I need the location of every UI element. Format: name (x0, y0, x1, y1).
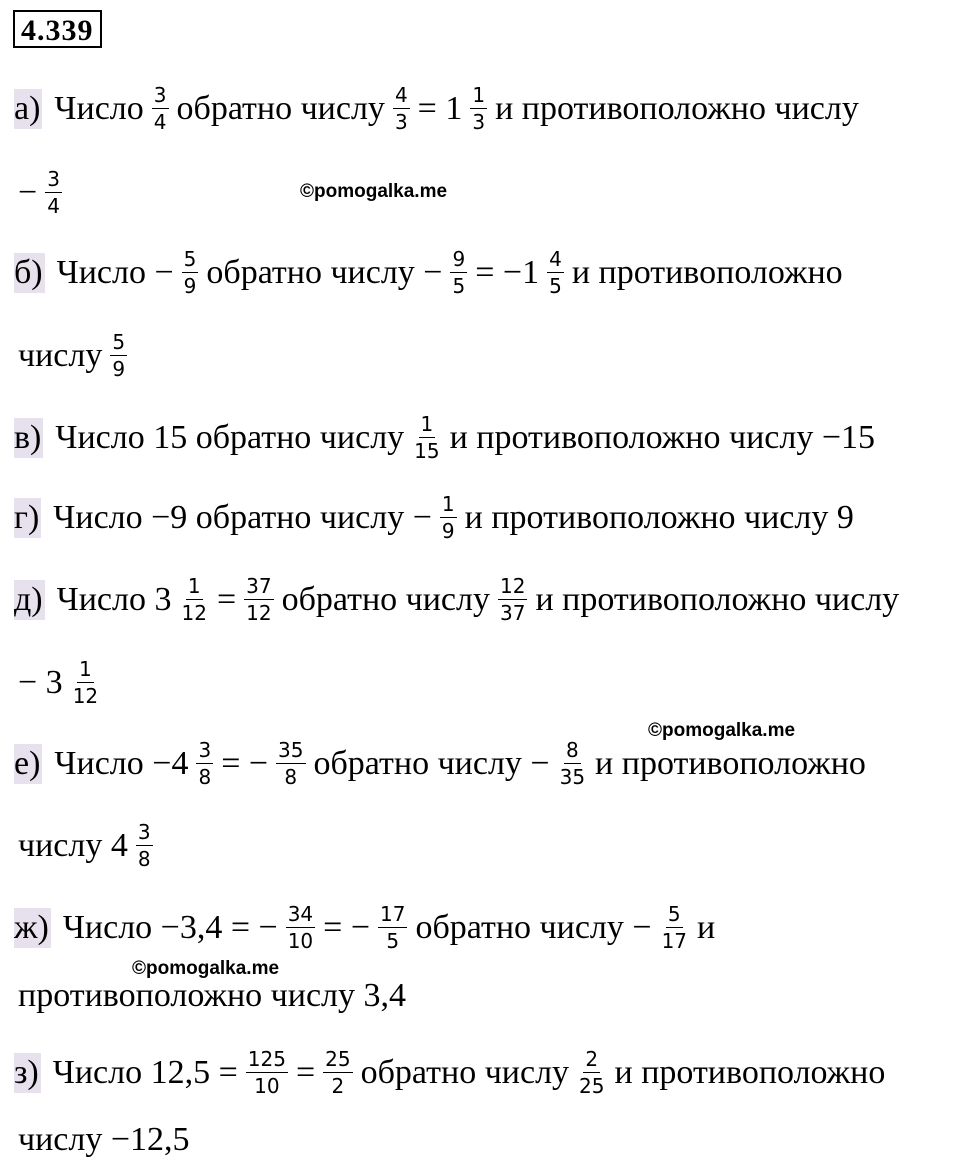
item-a-text-2: обратно числу (176, 89, 385, 127)
item-b-text-5: числу (18, 336, 103, 374)
numerator: 3 (47, 167, 60, 191)
item-zh-text-2: = − (323, 908, 371, 946)
denominator: 8 (284, 765, 298, 789)
denominator: 25 (579, 1074, 605, 1098)
item-zh-text-3: обратно числу − (415, 908, 652, 946)
item-a-fraction-1 (152, 84, 169, 133)
item-a-text-1: Число (54, 89, 144, 127)
item-d-text-4: и противоположно числу (535, 580, 900, 618)
item-e-text-3: обратно числу − (313, 744, 550, 782)
item-g-text-1: Число −9 обратно числу − (53, 498, 432, 536)
item-b-line-1 (14, 248, 847, 297)
item-a-text-5: − (18, 173, 38, 211)
item-z-text-2: = (295, 1053, 316, 1091)
denominator: 4 (47, 194, 60, 218)
denominator: 10 (254, 1074, 280, 1098)
item-d-text-5: − 3 (18, 663, 63, 701)
numerator: 37 (246, 574, 272, 598)
denominator: 12 (246, 601, 272, 625)
numerator: 4 (549, 247, 562, 271)
item-z-text-5: числу −12,5 (18, 1121, 190, 1158)
item-e-text-4: и противоположно (595, 744, 866, 782)
item-v-text-2: и противоположно числу −15 (449, 418, 876, 456)
watermark-3: ©pomogalka.me (132, 958, 280, 979)
problem-number: 4.339 (13, 10, 102, 48)
item-b-text-2: обратно числу − (206, 253, 443, 291)
item-zh-fraction-2 (378, 903, 407, 952)
item-e-fraction-1 (196, 739, 213, 788)
item-a-fraction-3 (470, 84, 487, 133)
denominator: 10 (287, 929, 314, 953)
denominator: 12 (181, 601, 207, 625)
item-v-line-1 (14, 413, 879, 462)
item-z-text-3: обратно числу (360, 1053, 570, 1091)
numerator: 25 (325, 1047, 351, 1071)
numerator: 3 (153, 83, 167, 107)
item-d-fraction-1 (179, 575, 208, 624)
item-e-text-2: = − (221, 744, 269, 782)
numerator: 1 (420, 412, 434, 436)
item-a-fraction-2 (393, 84, 410, 133)
item-d-fraction-4 (71, 658, 100, 707)
denominator: 9 (112, 357, 126, 381)
numerator: 35 (278, 738, 304, 762)
item-g-line-1 (14, 493, 858, 542)
item-b-label: б) (14, 253, 43, 291)
numerator: 34 (287, 902, 314, 926)
numerator: 5 (667, 902, 681, 926)
denominator: 3 (394, 110, 408, 134)
item-b-text-1: Число − (56, 253, 174, 291)
item-zh-line-1 (14, 903, 719, 952)
item-z-fraction-3 (577, 1048, 606, 1097)
item-g-label: г) (14, 498, 40, 536)
item-e-line-1 (14, 739, 870, 788)
item-b-fraction-1 (182, 248, 199, 297)
item-z-line-2 (14, 1120, 194, 1160)
numerator: 3 (137, 820, 151, 844)
item-zh-line-2 (14, 976, 410, 1016)
numerator: 2 (585, 1047, 599, 1071)
denominator: 5 (549, 274, 562, 298)
watermark-2: ©pomogalka.me (648, 720, 796, 741)
item-e-line-2 (14, 821, 157, 870)
item-z-fraction-2 (323, 1048, 352, 1097)
numerator: 9 (452, 247, 466, 271)
item-d-text-1: Число 3 (56, 580, 172, 618)
item-z-text-1: Число 12,5 = (52, 1053, 238, 1091)
denominator: 4 (153, 110, 167, 134)
item-a-label: а) (14, 89, 41, 127)
item-zh-text-4: и (697, 908, 716, 946)
item-g-fraction-1 (440, 493, 457, 542)
denominator: 9 (441, 519, 455, 543)
denominator: 3 (472, 110, 486, 134)
item-a-text-3: = 1 (417, 89, 463, 127)
denominator: 9 (183, 274, 197, 298)
numerator: 1 (472, 83, 486, 107)
denominator: 12 (72, 684, 99, 708)
item-d-label: д) (14, 580, 43, 618)
item-e-text-1: Число −4 (54, 744, 189, 782)
item-b-line-2 (14, 331, 131, 380)
denominator: 8 (137, 847, 151, 871)
item-z-label: з) (14, 1053, 39, 1091)
item-zh-label: ж) (14, 908, 49, 946)
item-z-fraction-1 (246, 1048, 288, 1097)
numerator: 1 (79, 657, 92, 681)
item-zh-text-5: противоположно числу 3,4 (18, 977, 407, 1014)
denominator: 5 (452, 274, 466, 298)
item-zh-fraction-3 (660, 903, 689, 952)
numerator: 1 (441, 492, 455, 516)
denominator: 17 (661, 929, 688, 953)
item-a-line-1 (14, 84, 863, 133)
item-d-text-2: = (216, 580, 237, 618)
numerator: 17 (380, 902, 406, 926)
item-zh-text-1: Число −3,4 = − (62, 908, 278, 946)
item-a-line-2 (14, 168, 66, 217)
item-e-text-5: числу 4 (18, 826, 128, 864)
item-v-label: в) (14, 418, 42, 456)
item-a-text-4: и противоположно числу (495, 89, 859, 127)
numerator: 12 (500, 574, 526, 598)
item-g-text-2: и противоположно числу 9 (464, 498, 854, 536)
item-b-fraction-4 (110, 331, 127, 380)
item-zh-fraction-1 (286, 903, 315, 952)
item-d-fraction-2 (244, 575, 273, 624)
numerator: 5 (183, 247, 197, 271)
numerator: 125 (247, 1047, 286, 1071)
item-e-fraction-4 (136, 821, 153, 870)
watermark-1: ©pomogalka.me (300, 181, 448, 202)
numerator: 5 (112, 330, 126, 354)
item-b-text-4: и противоположно (571, 253, 843, 291)
item-b-fraction-3 (547, 248, 564, 297)
numerator: 4 (394, 83, 408, 107)
item-z-line-1 (14, 1048, 889, 1097)
numerator: 1 (187, 574, 201, 598)
item-d-line-2 (14, 658, 104, 707)
numerator: 8 (565, 738, 579, 762)
denominator: 2 (331, 1074, 345, 1098)
denominator: 35 (559, 765, 586, 789)
item-d-line-1 (14, 575, 903, 624)
item-z-text-4: и противоположно (614, 1053, 886, 1091)
item-v-text-1: Число 15 обратно числу (55, 418, 405, 456)
item-e-fraction-2 (276, 739, 305, 788)
item-d-fraction-3 (498, 575, 527, 624)
item-d-text-3: обратно числу (281, 580, 490, 618)
denominator: 37 (500, 601, 526, 625)
denominator: 5 (386, 929, 400, 953)
item-a-fraction-4 (45, 168, 62, 217)
item-b-fraction-2 (450, 248, 467, 297)
numerator: 3 (198, 738, 212, 762)
item-e-fraction-3 (558, 739, 587, 788)
denominator: 15 (414, 439, 440, 463)
item-b-text-3: = −1 (475, 253, 540, 291)
item-v-fraction-1 (412, 413, 441, 462)
item-e-label: е) (14, 744, 41, 782)
denominator: 8 (198, 765, 212, 789)
